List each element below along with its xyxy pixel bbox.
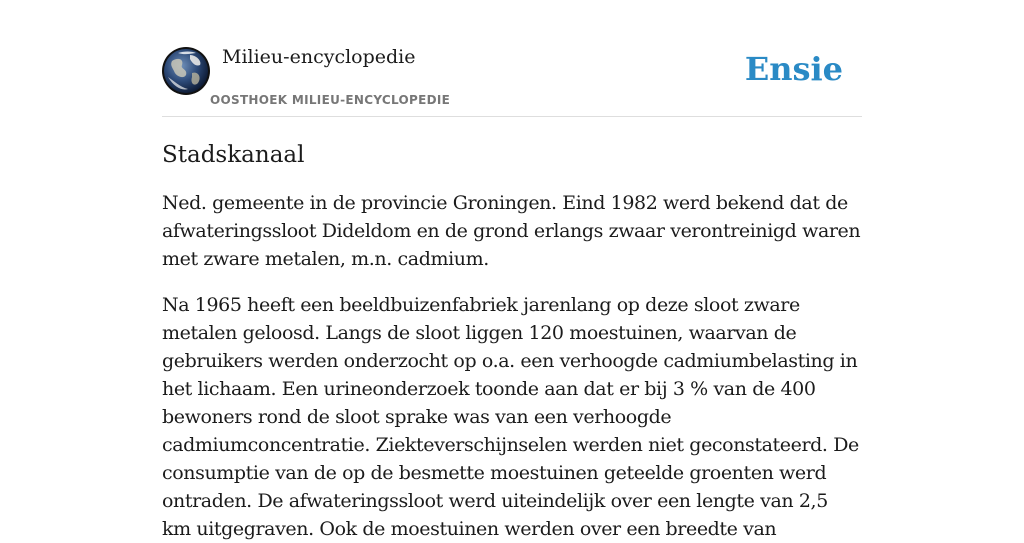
site-title[interactable]: Milieu-encyclopedie (222, 46, 416, 68)
earth-globe-icon[interactable] (162, 47, 210, 95)
article-title: Stadskanaal (162, 142, 305, 168)
site-subtitle[interactable]: OOSTHOEK MILIEU-ENCYCLOPEDIE (210, 93, 451, 107)
article-paragraph-2: Na 1965 heeft een beeldbuizenfabriek jarenlang op deze sloot zware metalen geloosd. Langs de sloot liggen 120 moestuinen, waarvan de gebruikers werden onderzocht op o.a. een verhoogde cadmiumbelasting in het lichaam. Een urineonderzoek toonde aan dat er bij 3 % van de 400 bewoners rond de sloot sprake was van een verhoogde cadmiumconcentratie. Ziekteverschijnselen werden niet geconstateerd. De consumptie van de op de besmette moestuinen geteelde groenten werd ontraden. De afwateringssloot werd uiteindelijk over een lengte van 2,5 km uitgegraven. Ook de moestuinen werden over een breedte van (162, 294, 859, 540)
article-paragraph-1: Ned. gemeente in de provincie Groningen. Eind 1982 werd bekend dat de afwateringssloot Dideldom en de grond erlangs zwaar verontreinigd waren met zware metalen, m.n. cadmium. (162, 192, 861, 270)
site-header (162, 44, 862, 117)
article-content (162, 139, 862, 543)
ensie-brand-link[interactable]: Ensie (744, 50, 843, 88)
